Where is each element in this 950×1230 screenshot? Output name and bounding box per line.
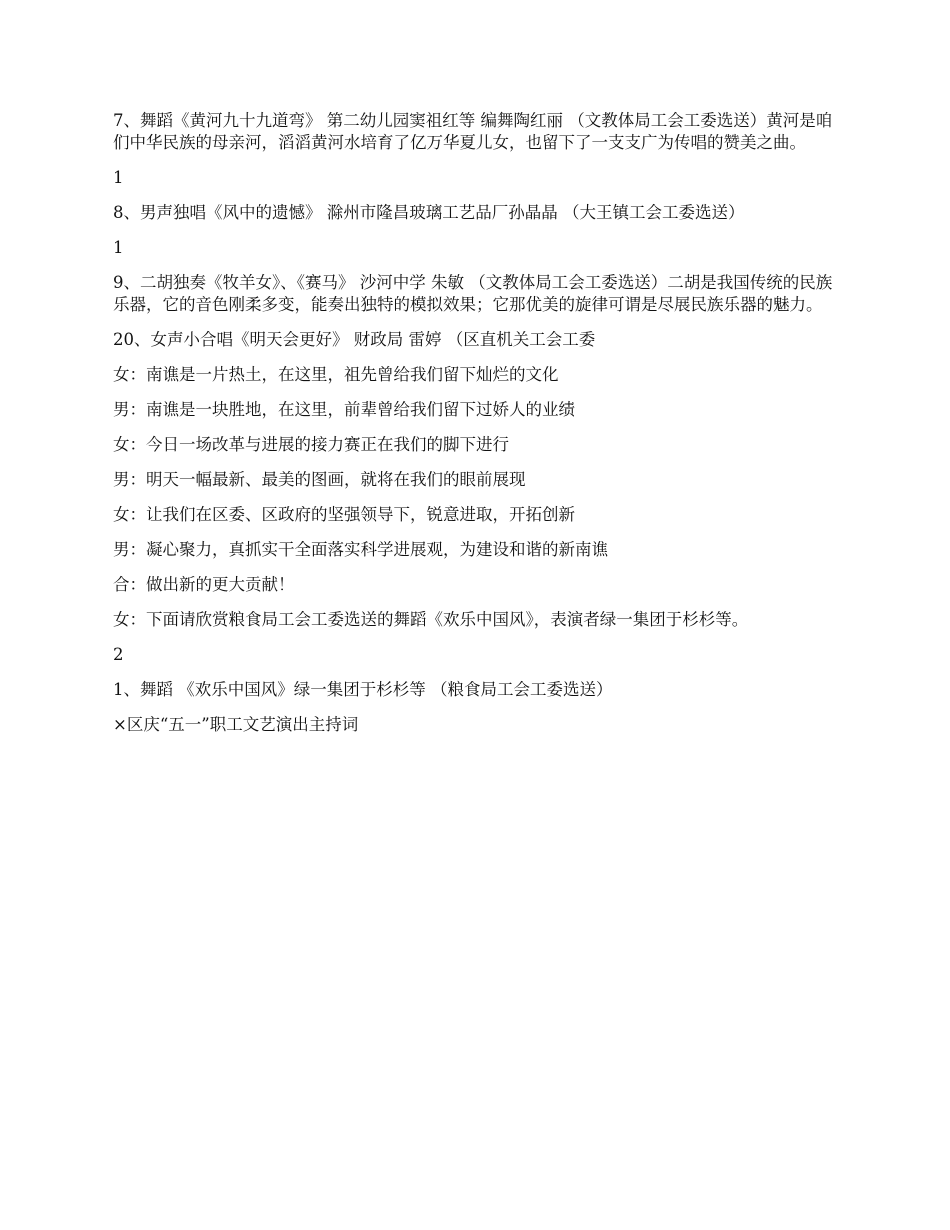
- dialogue-line: 女：让我们在区委、区政府的坚强领导下，锐意进取，开拓创新: [113, 505, 575, 524]
- page-marker: 1: [113, 238, 124, 257]
- dialogue-line: 合：做出新的更大贡献！: [113, 575, 295, 594]
- page-marker: 2: [113, 645, 124, 664]
- dialogue-line: 女：下面请欣赏粮食局工会工委选送的舞蹈《欢乐中国风》，表演者绿一集团于杉杉等。: [113, 610, 749, 629]
- dialogue-line: 女：南谯是一片热土，在这里，祖先曾给我们留下灿烂的文化: [113, 365, 559, 384]
- page-marker: 1: [113, 168, 124, 187]
- paragraph-item-8-solo: 8、男声独唱《风中的遗憾》 滁州市隆昌玻璃工艺品厂孙晶晶 （大王镇工会工委选送）: [113, 203, 745, 222]
- dialogue-line: 男：南谯是一块胜地，在这里，前辈曾给我们留下过娇人的业绩: [113, 400, 575, 419]
- paragraph-item-20-chorus: 20、女声小合唱《明天会更好》 财政局 雷婷 （区直机关工会工委: [113, 330, 596, 349]
- paragraph-item-9-erhu: 9、二胡独奏《牧羊女》、《赛马》 沙河中学 朱敏 （文教体局工会工委选送）二胡是我国传统的民族乐器，它的音色刚柔多变，能奏出独特的模拟效果；它那优美的旋律可谓是尽展民族乐器的魅力。: [113, 273, 833, 314]
- dialogue-line: 女：今日一场改革与进展的接力赛正在我们的脚下进行: [113, 435, 509, 454]
- paragraph-item-7-dance: 7、舞蹈《黄河九十九道弯》 第二幼儿园窦祖红等 编舞陶红丽 （文教体局工会工委选送）黄河是咱们中华民族的母亲河，滔滔黄河水培育了亿万华夏儿女，也留下了一支支广为传唱的赞美之曲。: [113, 111, 833, 152]
- paragraph-item-1-dance: 1、舞蹈 《欢乐中国风》绿一集团于杉杉等 （粮食局工会工委选送）: [113, 680, 613, 699]
- dialogue-line: 男：明天一幅最新、最美的图画，就将在我们的眼前展现: [113, 470, 526, 489]
- dialogue-line: 男：凝心聚力，真抓实干全面落实科学进展观，为建设和谐的新南谯: [113, 540, 608, 559]
- document-footer-title: ×区庆“五一”职工文艺演出主持词: [113, 715, 359, 734]
- document-page: [113, 110, 845, 749]
